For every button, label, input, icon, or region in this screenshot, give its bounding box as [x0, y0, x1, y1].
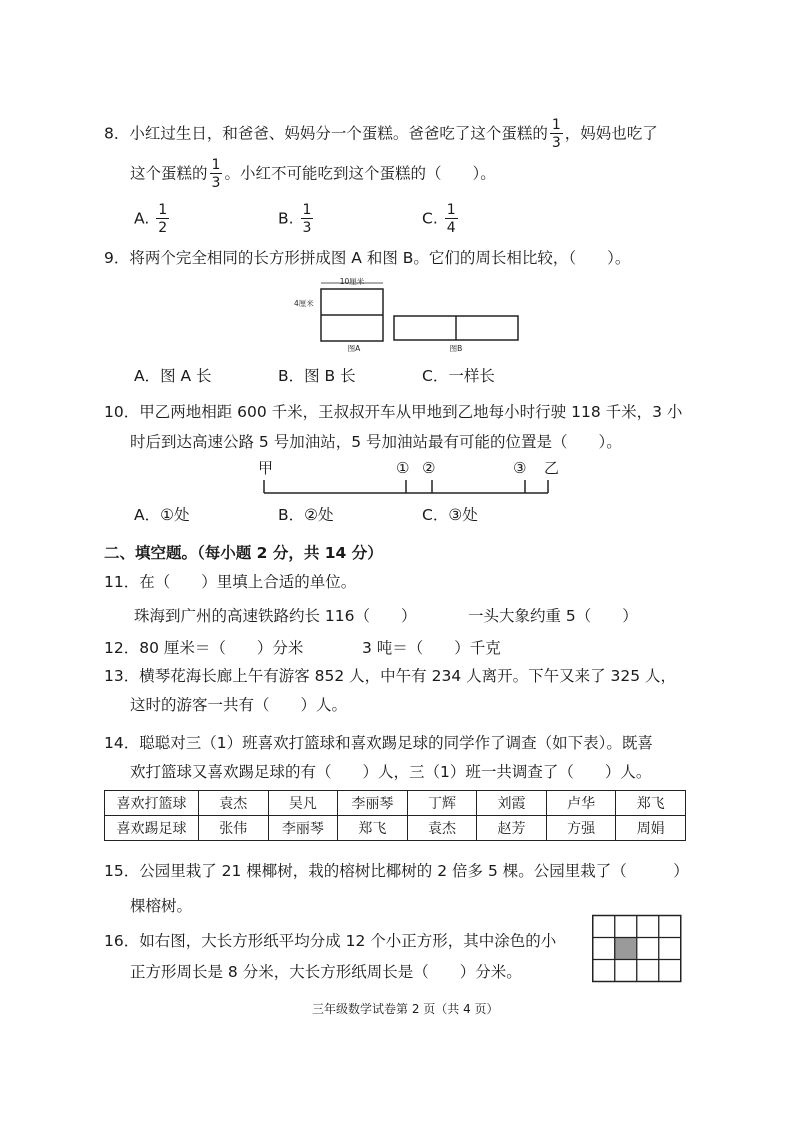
q8-fraction-mom: $\frac{1}{3}$: [211, 157, 221, 191]
q14-line2: 欢打篮球又喜欢踢足球的有（ ）人，三（1）班一共调查了（ ）人。: [130, 763, 652, 781]
q10-option-c: C．③处: [422, 506, 478, 524]
q10-option-b: B．②处: [278, 506, 334, 524]
table-cell: 卢华: [546, 791, 616, 816]
table-cell: 李丽琴: [338, 791, 408, 816]
q9-option-b: B．图 B 长: [278, 367, 356, 385]
table-cell: 周娟: [616, 816, 686, 841]
table-cell: 丁辉: [407, 791, 477, 816]
q15-line1: 15．公园里栽了 21 棵椰树，栽的榕树比椰树的 2 倍多 5 棵。公园里栽了（ ）: [104, 862, 689, 880]
q8-option-c: C. $\frac{1}{4}$: [422, 202, 456, 236]
q13-line1: 13．横琴花海长廊上午有游客 852 人，中午有 234 人离开。下午又来了 325 人，: [104, 667, 677, 685]
table-cell: 郑飞: [338, 816, 408, 841]
width-label: 10厘米: [339, 277, 365, 286]
mark-2-label: ②: [422, 459, 436, 477]
q9-figure: [288, 276, 528, 356]
table-cell: 赵芳: [477, 816, 547, 841]
mark-1-label: ①: [396, 459, 410, 477]
q8-line2: [130, 158, 496, 190]
q15-line2: 棵榕树。: [130, 897, 193, 915]
section-2-heading: 二、填空题。（每小题 2 分，共 14 分）: [104, 544, 383, 562]
table-cell: 张伟: [199, 816, 269, 841]
table-row-football: [105, 816, 686, 841]
figure-b-label: 图B: [449, 344, 463, 353]
q16-line2: 正方形周长是 8 分米，大长方形纸周长是（ ）分米。: [130, 963, 522, 981]
q10-line2: 时后到达高速公路 5 号加油站，5 号加油站最有可能的位置是（ ）。: [130, 433, 622, 451]
q8-line1: [104, 118, 658, 150]
table-cell: 刘霞: [477, 791, 547, 816]
q10-distance-line: [250, 456, 560, 498]
height-label: 4厘米: [294, 299, 314, 308]
start-label: 甲: [258, 459, 274, 477]
q13-line2: 这时的游客一共有（ ）人。: [130, 696, 348, 714]
q16-line1: 16．如右图，大长方形纸平均分成 12 个小正方形，其中涂色的小: [104, 932, 557, 950]
q8-line1-text-end: ，妈妈也吃了: [564, 124, 658, 143]
q12-item-b: 3 吨＝（ ）千克: [362, 639, 501, 657]
q8-option-b: B. $\frac{1}{3}$: [278, 202, 312, 236]
q8-line1-text: 8．小红过生日，和爸爸、妈妈分一个蛋糕。爸爸吃了这个蛋糕的: [104, 124, 548, 143]
table-cell: 郑飞: [616, 791, 686, 816]
q8-line2-text-end: 。小红不可能吃到这个蛋糕的（ ）。: [224, 164, 496, 183]
q14-line1: 14．聪聪对三（1）班喜欢打篮球和喜欢踢足球的同学作了调查（如下表）。既喜: [104, 734, 653, 752]
table-cell: 喜欢打篮球: [105, 791, 199, 816]
q10-option-a: A．①处: [134, 506, 190, 524]
q8-line2-text: 这个蛋糕的: [130, 164, 208, 183]
q10-line1: 10．甲乙两地相距 600 千米，王叔叔开车从甲地到乙地每小时行驶 118 千米，3 小: [104, 403, 683, 421]
q8-option-a: A. $\frac{1}{2}$: [134, 202, 168, 236]
q11-item-a: 珠海到广州的高速铁路约长 116（ ）: [134, 607, 417, 625]
q12-item-a: 12．80 厘米＝（ ）分米: [104, 639, 304, 657]
table-cell: 袁杰: [407, 816, 477, 841]
table-cell: 方强: [546, 816, 616, 841]
survey-table: [104, 790, 686, 841]
table-cell: 喜欢踢足球: [105, 816, 199, 841]
table-cell: 李丽琴: [268, 816, 338, 841]
shaded-square: [614, 938, 636, 960]
page-footer: 三年级数学试卷第 2 页（共 4 页）: [312, 1002, 499, 1016]
q16-grid-figure: [592, 914, 684, 986]
mark-3-label: ③: [513, 459, 527, 477]
end-label: 乙: [544, 459, 560, 477]
table-cell: 吴凡: [268, 791, 338, 816]
q11-item-b: 一头大象约重 5（ ）: [468, 607, 638, 625]
table-row-basketball: [105, 791, 686, 816]
q9-text: 9．将两个完全相同的长方形拼成图 A 和图 B。它们的周长相比较，（ ）。: [104, 249, 631, 267]
q8-fraction-dad: $\frac{1}{3}$: [551, 117, 561, 151]
q9-option-c: C．一样长: [422, 367, 495, 385]
table-cell: 袁杰: [199, 791, 269, 816]
q11-text: 11．在（ ）里填上合适的单位。: [104, 573, 357, 591]
figure-a-label: 图A: [347, 344, 361, 353]
q9-option-a: A．图 A 长: [134, 367, 212, 385]
